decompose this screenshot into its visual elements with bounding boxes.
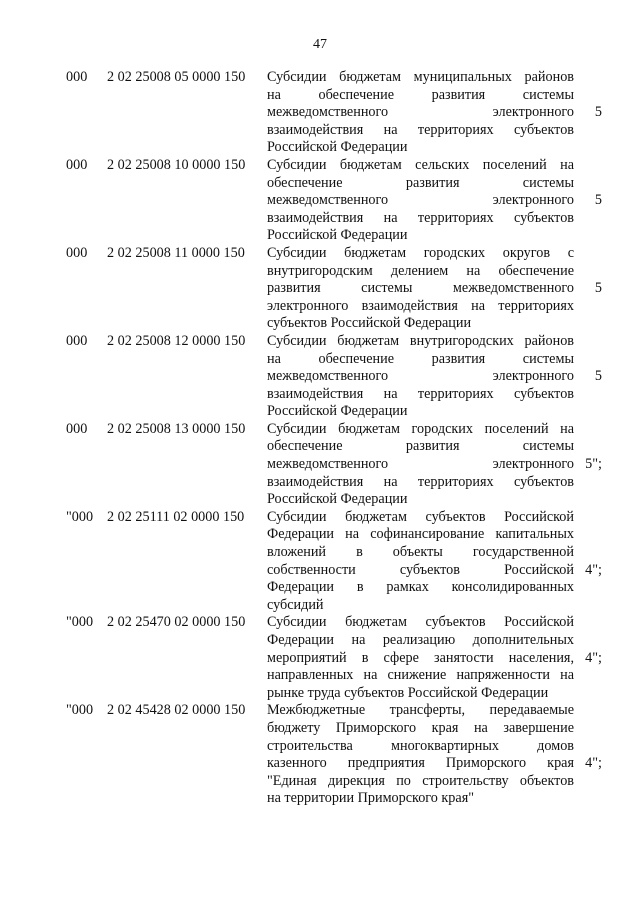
description-line: бюджету Приморского края на завершение: [267, 719, 574, 736]
budget-classification-code: 2 02 25470 02 0000 150: [107, 614, 246, 631]
description-line: электронного взаимодействия на территориях: [267, 297, 574, 314]
description-line: внутригородским делением на обеспечение: [267, 262, 574, 279]
description-line: Субсидии бюджетам городских поселений на: [267, 420, 574, 437]
description-line: межведомственного электронного: [267, 456, 574, 473]
description-line: Российской Федерации: [267, 227, 408, 244]
admin-code: 000: [66, 156, 88, 173]
budget-classification-code: 2 02 45428 02 0000 150: [107, 702, 246, 719]
admin-code: "000: [66, 508, 94, 525]
income-description: [267, 69, 574, 157]
table-row: [0, 157, 640, 245]
table-row: [0, 69, 640, 157]
description-line: обеспечение развития системы: [267, 174, 574, 191]
budget-classification-code: 2 02 25008 11 0000 150: [107, 244, 245, 261]
description-line: вложений в объекты государственной: [267, 544, 574, 561]
budget-classification-code: 2 02 25111 02 0000 150: [107, 508, 245, 525]
income-description: [267, 333, 574, 421]
description-line: "Единая дирекция по строительству объектов: [267, 772, 574, 789]
income-description: [267, 157, 574, 245]
amount-value: 5: [594, 104, 602, 121]
description-line: взаимодействия на территориях субъектов: [267, 121, 574, 138]
description-line: на обеспечение развития системы: [267, 350, 574, 367]
amount-value: 4";: [585, 755, 602, 772]
description-line: взаимодействия на территориях субъектов: [267, 209, 574, 226]
description-line: собственности субъектов Российской: [267, 561, 574, 578]
description-line: обеспечение развития системы: [267, 438, 574, 455]
amount-value: 4";: [585, 561, 602, 578]
budget-classification-code: 2 02 25008 12 0000 150: [107, 332, 246, 349]
description-line: взаимодействия на территориях субъектов: [267, 473, 574, 490]
amount-value: 5: [594, 280, 602, 297]
amount-value: 5: [594, 368, 602, 385]
income-description: [267, 702, 574, 808]
amount-value: 4";: [585, 649, 602, 666]
description-line: Федерации в рамках консолидированных: [267, 579, 574, 596]
table-row: [0, 245, 640, 333]
description-line: мероприятий в сфере занятости населения,: [267, 649, 574, 666]
page-number: 47: [313, 37, 327, 52]
description-line: направленных на снижение напряженности на: [267, 667, 574, 684]
description-line: Российской Федерации: [267, 491, 408, 508]
table-row: [0, 333, 640, 421]
admin-code: "000: [66, 614, 94, 631]
description-line: взаимодействия на территориях субъектов: [267, 385, 574, 402]
income-description: [267, 509, 574, 615]
description-line: межведомственного электронного: [267, 368, 574, 385]
budget-classification-code: 2 02 25008 13 0000 150: [107, 420, 246, 437]
description-line: рынке труда субъектов Российской Федерации: [267, 684, 549, 701]
income-description: [267, 245, 574, 333]
description-line: Субсидии бюджетам муниципальных районов: [267, 69, 574, 85]
table-row: [0, 702, 640, 808]
admin-code: 000: [66, 244, 88, 261]
admin-code: "000: [66, 702, 94, 719]
description-line: строительства многоквартирных домов: [267, 737, 574, 754]
budget-classification-code: 2 02 25008 05 0000 150: [107, 69, 246, 85]
description-line: межведомственного электронного: [267, 192, 574, 209]
description-line: субсидий: [267, 596, 324, 613]
table-row: [0, 421, 640, 509]
description-line: Субсидии бюджетам внутригородских районов: [267, 332, 574, 349]
description-line: на территории Приморского края": [267, 790, 475, 807]
amount-value: 5";: [585, 456, 602, 473]
admin-code: 000: [66, 69, 88, 85]
budget-classification-code: 2 02 25008 10 0000 150: [107, 156, 246, 173]
description-line: Субсидии бюджетам городских округов с: [267, 244, 574, 261]
description-line: Субсидии бюджетам субъектов Российской: [267, 614, 574, 631]
income-description: [267, 614, 574, 702]
admin-code: 000: [66, 420, 88, 437]
table-row: [0, 509, 640, 615]
description-line: Субсидии бюджетам субъектов Российской: [267, 508, 574, 525]
description-line: развития системы межведомственного: [267, 280, 574, 297]
table-row: [0, 614, 640, 702]
amount-value: 5: [594, 192, 602, 209]
description-line: Межбюджетные трансферты, передаваемые: [267, 702, 574, 719]
description-line: казенного предприятия Приморского края: [267, 755, 574, 772]
income-description: [267, 421, 574, 509]
description-line: Субсидии бюджетам сельских поселений на: [267, 156, 574, 173]
admin-code: 000: [66, 332, 88, 349]
description-line: субъектов Российской Федерации: [267, 315, 472, 332]
budget-table: [0, 69, 640, 808]
description-line: Федерации на софинансирование капитальных: [267, 526, 574, 543]
description-line: Федерации на реализацию дополнительных: [267, 632, 574, 648]
description-line: на обеспечение развития системы: [267, 86, 574, 103]
description-line: Российской Федерации: [267, 139, 408, 156]
description-line: межведомственного электронного: [267, 104, 574, 121]
description-line: Российской Федерации: [267, 403, 408, 420]
